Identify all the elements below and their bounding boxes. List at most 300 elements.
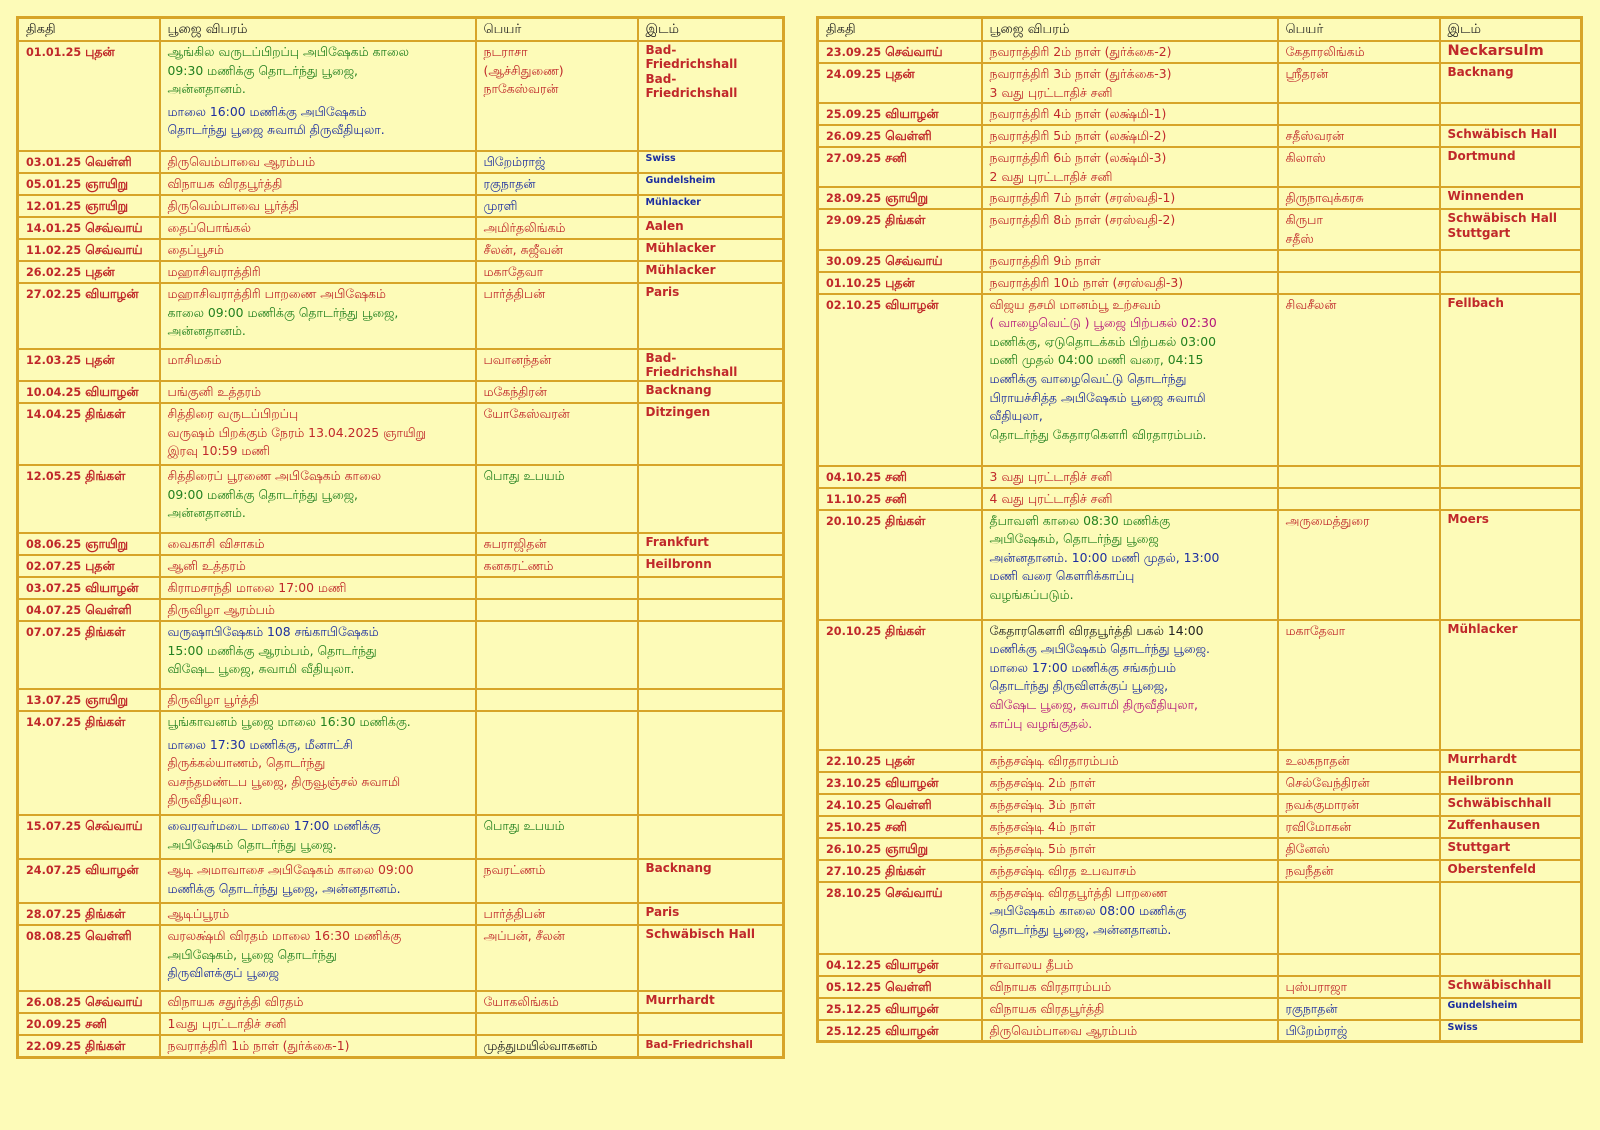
place-cell bbox=[1440, 147, 1582, 187]
place-cell bbox=[638, 217, 784, 239]
sponsor-name: சதீஸ் bbox=[1285, 231, 1314, 247]
pooja-cell bbox=[160, 689, 476, 711]
pooja-line: மாலை 17:00 மணிக்கு சங்கற்பம் bbox=[989, 659, 1177, 675]
pooja-line: தைப்பூசம் bbox=[167, 242, 224, 257]
pooja-cell bbox=[160, 349, 476, 381]
place-cell bbox=[1440, 860, 1582, 882]
pooja-line: வைகாசி விசாகம் bbox=[167, 536, 265, 551]
pooja-line: வழங்கப்படும். bbox=[989, 587, 1074, 603]
weekday: வியாழன் bbox=[85, 384, 139, 399]
place-name: Schwäbisch Hall bbox=[1447, 127, 1558, 142]
sponsor-name: உலகநாதன் bbox=[1285, 752, 1350, 768]
date-value: 28.09.25 bbox=[826, 192, 882, 206]
date-value: 23.10.25 bbox=[826, 776, 882, 790]
date-cell bbox=[18, 173, 160, 195]
table-row bbox=[818, 772, 1582, 794]
pooja-line: பங்குனி உத்தரம் bbox=[167, 384, 262, 399]
place-cell bbox=[1440, 294, 1582, 466]
place-cell bbox=[638, 1035, 784, 1057]
place-cell bbox=[1440, 187, 1582, 209]
date-cell bbox=[818, 838, 982, 860]
weekday: வெள்ளி bbox=[885, 796, 932, 812]
place-name: Paris bbox=[645, 905, 680, 919]
place-name: Neckarsulm bbox=[1447, 43, 1544, 59]
pooja-line: மணிக்கு, ஏடுதொடக்கம் பிற்பகல் 03:00 bbox=[989, 333, 1216, 349]
place-name: Friedrichshall bbox=[645, 57, 738, 72]
sponsor-cell bbox=[476, 555, 638, 577]
date-value: 02.07.25 bbox=[26, 560, 82, 573]
place-name: Gundelsheim bbox=[1447, 999, 1518, 1011]
pooja-cell bbox=[982, 209, 1278, 249]
pooja-line: திருக்கல்யாணம், தொடர்ந்து bbox=[167, 755, 326, 771]
pooja-cell bbox=[160, 599, 476, 621]
date-value: 14.04.25 bbox=[26, 408, 82, 421]
sponsor-name: பொது உபயம் bbox=[483, 818, 565, 833]
sponsor-name: திருநாவுக்கரசு bbox=[1285, 190, 1364, 206]
sponsor-cell bbox=[1278, 250, 1440, 272]
place-name: Schwäbisch Hall bbox=[1447, 211, 1558, 226]
sponsor-name: நவரட்ணம் bbox=[483, 862, 546, 877]
pooja-line: வசந்தமண்டப பூஜை, திருவூஞ்சல் சுவாமி bbox=[167, 773, 401, 789]
place-cell bbox=[1440, 1020, 1582, 1042]
pooja-line: திருவெம்பாவை பூர்த்தி bbox=[167, 198, 299, 213]
date-cell bbox=[18, 577, 160, 599]
pooja-line: கேதாரகௌரி விரதபூர்த்தி பகல் 14:00 bbox=[989, 622, 1204, 638]
date-cell bbox=[818, 63, 982, 103]
date-cell bbox=[18, 599, 160, 621]
date-value: 28.10.25 bbox=[826, 886, 882, 900]
place-name: Bad- bbox=[645, 43, 677, 57]
pooja-line: மணி வரை கௌரிக்காப்பு bbox=[989, 568, 1135, 584]
place-name: Dortmund bbox=[1447, 149, 1516, 164]
pooja-line: மாலை 16:00 மணிக்கு அபிஷேகம் bbox=[167, 103, 367, 119]
table-row bbox=[18, 577, 784, 599]
pooja-line: மணி முதல் 04:00 மணி வரை, 04:15 bbox=[989, 352, 1204, 368]
pooja-line: 3 வது புரட்டாதிச் சனி bbox=[989, 468, 1113, 484]
place-cell bbox=[1440, 103, 1582, 125]
date-cell bbox=[818, 954, 982, 976]
place-cell bbox=[638, 173, 784, 195]
table-row bbox=[818, 147, 1582, 187]
pooja-line: தொடர்ந்து திருவிளக்குப் பூஜை, bbox=[989, 678, 1169, 694]
table-row bbox=[18, 925, 784, 991]
weekday: வெள்ளி bbox=[885, 978, 932, 994]
date-cell bbox=[18, 991, 160, 1013]
pooja-cell bbox=[160, 903, 476, 925]
sponsor-cell bbox=[476, 41, 638, 151]
table-row bbox=[818, 63, 1582, 103]
weekday: செவ்வாய் bbox=[885, 44, 943, 59]
date-value: 07.07.25 bbox=[26, 626, 82, 639]
table-row bbox=[18, 261, 784, 283]
table-row bbox=[18, 151, 784, 173]
place-name: Heilbronn bbox=[1447, 773, 1514, 788]
pooja-cell bbox=[160, 283, 476, 349]
sponsor-name: மகாதேவா bbox=[1285, 622, 1346, 638]
pooja-line: அபிஷேகம் காலை 08:00 மணிக்கு bbox=[989, 903, 1187, 919]
sponsor-cell bbox=[1278, 954, 1440, 976]
pooja-line: வருஷாபிஷேகம் 108 சங்காபிஷேகம் bbox=[167, 624, 379, 639]
date-value: 20.10.25 bbox=[826, 514, 882, 528]
weekday: ஞாயிறு bbox=[85, 198, 129, 213]
place-cell bbox=[638, 283, 784, 349]
pooja-line: மாசிமகம் bbox=[167, 352, 222, 367]
sponsor-name: தினேஸ் bbox=[1285, 840, 1330, 856]
table-row bbox=[818, 860, 1582, 882]
pooja-line: விநாயக விரதாரம்பம் bbox=[989, 978, 1112, 994]
table-row bbox=[818, 998, 1582, 1020]
sponsor-cell bbox=[476, 991, 638, 1013]
table-row bbox=[818, 125, 1582, 147]
table-row bbox=[18, 41, 784, 151]
sponsor-cell bbox=[476, 1035, 638, 1057]
date-value: 11.02.25 bbox=[26, 244, 82, 257]
table-row bbox=[818, 750, 1582, 772]
pooja-cell bbox=[160, 991, 476, 1013]
pooja-line: 3 வது புரட்டாதிச் சனி bbox=[989, 84, 1113, 100]
sponsor-cell bbox=[476, 621, 638, 689]
header-name: பெயர் bbox=[476, 18, 638, 42]
weekday: செவ்வாய் bbox=[85, 818, 143, 833]
table-row bbox=[818, 976, 1582, 998]
place-cell bbox=[638, 533, 784, 555]
weekday: திங்கள் bbox=[85, 714, 126, 729]
pooja-line: தொடர்ந்து பூஜை, அன்னதானம். bbox=[989, 921, 1172, 937]
date-cell bbox=[818, 488, 982, 510]
date-cell bbox=[818, 147, 982, 187]
pooja-line: திருவிழா ஆரம்பம் bbox=[167, 602, 275, 617]
date-value: 22.10.25 bbox=[826, 754, 882, 768]
sponsor-cell bbox=[476, 283, 638, 349]
sponsor-cell bbox=[476, 689, 638, 711]
table-row bbox=[18, 283, 784, 349]
table-row bbox=[18, 689, 784, 711]
sponsor-cell bbox=[1278, 147, 1440, 187]
weekday: புதன் bbox=[85, 558, 115, 573]
sponsor-cell bbox=[1278, 187, 1440, 209]
pooja-line: திருவெம்பாவை ஆரம்பம் bbox=[989, 1022, 1138, 1038]
table-row bbox=[818, 488, 1582, 510]
sponsor-name: கிருபா bbox=[1285, 212, 1323, 228]
weekday: திங்கள் bbox=[885, 862, 926, 878]
pooja-line: திருவிழா பூர்த்தி bbox=[167, 692, 259, 707]
place-cell bbox=[1440, 272, 1582, 294]
pooja-line: மணிக்கு அபிஷேகம் தொடர்ந்து பூஜை. bbox=[989, 641, 1210, 657]
schedule-table-left bbox=[16, 16, 785, 1059]
place-cell bbox=[638, 689, 784, 711]
table-row bbox=[818, 187, 1582, 209]
pooja-line: அன்னதானம். bbox=[167, 81, 246, 97]
pooja-cell bbox=[982, 976, 1278, 998]
sponsor-name: பார்த்திபன் bbox=[483, 906, 546, 921]
pooja-line: ஆடிப்பூரம் bbox=[167, 906, 230, 921]
pooja-cell bbox=[982, 125, 1278, 147]
date-value: 04.07.25 bbox=[26, 604, 82, 617]
pooja-line: 2 வது புரட்டாதிச் சனி bbox=[989, 168, 1113, 184]
date-value: 27.09.25 bbox=[826, 152, 882, 166]
weekday: திங்கள் bbox=[85, 906, 126, 921]
table-row bbox=[18, 859, 784, 903]
weekday: திங்கள் bbox=[85, 406, 126, 421]
table-row bbox=[18, 349, 784, 381]
sponsor-cell bbox=[1278, 860, 1440, 882]
place-cell bbox=[638, 239, 784, 261]
table-row bbox=[818, 294, 1582, 466]
place-name: Mühlacker bbox=[645, 263, 716, 277]
place-name: Friedrichshall bbox=[645, 365, 738, 380]
pooja-line: மணிக்கு வாழைவெட்டு தொடர்ந்து bbox=[989, 371, 1187, 387]
sponsor-cell bbox=[1278, 488, 1440, 510]
pooja-line: சித்திரை வருடப்பிறப்பு bbox=[167, 406, 299, 421]
date-value: 27.10.25 bbox=[826, 864, 882, 878]
date-cell bbox=[18, 349, 160, 381]
sponsor-name: சீலன், சுஜீவன் bbox=[483, 242, 563, 257]
date-cell bbox=[818, 272, 982, 294]
pooja-line: ஆனி உத்தரம் bbox=[167, 558, 246, 573]
table-row bbox=[818, 272, 1582, 294]
sponsor-name: சதீஸ்வரன் bbox=[1285, 128, 1345, 144]
pooja-line: கந்தசஷ்டி 4ம் நாள் bbox=[989, 818, 1096, 834]
weekday: சனி bbox=[85, 1016, 107, 1031]
place-name: Schwäbischhall bbox=[1447, 977, 1552, 992]
place-name: Backnang bbox=[645, 383, 712, 397]
pooja-line: பிராயச்சித்த அபிஷேகம் பூஜை சுவாமி bbox=[989, 389, 1206, 405]
pooja-cell bbox=[982, 466, 1278, 488]
date-cell bbox=[18, 465, 160, 533]
pooja-cell bbox=[982, 250, 1278, 272]
sponsor-cell bbox=[476, 151, 638, 173]
table-row bbox=[18, 991, 784, 1013]
sponsor-name: அருமைத்துரை bbox=[1285, 512, 1370, 528]
place-name: Bad-Friedrichshall bbox=[645, 1039, 753, 1051]
table-row bbox=[18, 173, 784, 195]
sponsor-cell bbox=[1278, 794, 1440, 816]
date-value: 25.10.25 bbox=[826, 820, 882, 834]
pooja-cell bbox=[160, 711, 476, 815]
place-name: Murrhardt bbox=[645, 993, 715, 1007]
header-place: இடம் bbox=[638, 18, 784, 42]
pooja-line: விஷேட பூஜை, சுவாமி வீதியுலா. bbox=[167, 661, 355, 677]
sponsor-name: பிறேம்ராஜ் bbox=[1285, 1022, 1348, 1038]
place-cell bbox=[1440, 976, 1582, 998]
pooja-line: திருவிளக்குப் பூஜை bbox=[167, 965, 279, 981]
place-name: Backnang bbox=[645, 861, 712, 875]
pooja-cell bbox=[982, 882, 1278, 954]
sponsor-name: கனகரட்ணம் bbox=[483, 558, 554, 573]
date-cell bbox=[18, 41, 160, 151]
pooja-line: அபிஷேகம், தொடர்ந்து பூஜை bbox=[989, 531, 1159, 547]
sponsor-cell bbox=[1278, 125, 1440, 147]
pooja-line: மாலை 17:30 மணிக்கு, மீனாட்சி bbox=[167, 736, 353, 752]
sponsor-name: நாகேஸ்வரன் bbox=[483, 81, 559, 97]
date-cell bbox=[18, 1035, 160, 1057]
pooja-line: 15:00 மணிக்கு ஆரம்பம், தொடர்ந்து bbox=[167, 642, 377, 658]
pooja-line: கிராமசாந்தி மாலை 17:00 மணி bbox=[167, 580, 347, 595]
sponsor-cell bbox=[1278, 510, 1440, 620]
pooja-line: மஹாசிவராத்திரி bbox=[167, 264, 261, 279]
pooja-line: சர்வாலய தீபம் bbox=[989, 956, 1074, 972]
weekday: செவ்வாய் bbox=[885, 884, 943, 900]
pooja-line: விநாயக சதுர்த்தி விரதம் bbox=[167, 994, 304, 1009]
pooja-line: நவராத்திரி 5ம் நாள் (லக்ஷ்மி-2) bbox=[989, 128, 1167, 144]
pooja-line: காப்பு வழங்குதல். bbox=[989, 715, 1093, 731]
pooja-line: நவராத்திரி 1ம் நாள் (துர்க்கை-1) bbox=[167, 1038, 350, 1053]
place-name: Fellbach bbox=[1447, 295, 1504, 310]
place-cell bbox=[1440, 750, 1582, 772]
table-row bbox=[18, 403, 784, 465]
pooja-cell bbox=[982, 794, 1278, 816]
weekday: வியாழன் bbox=[885, 1000, 939, 1016]
date-value: 14.01.25 bbox=[26, 222, 82, 235]
weekday: திங்கள் bbox=[885, 512, 926, 528]
place-name: Schwäbischhall bbox=[1447, 795, 1552, 810]
weekday: செவ்வாய் bbox=[85, 220, 143, 235]
place-cell bbox=[638, 261, 784, 283]
place-cell bbox=[638, 41, 784, 151]
pooja-cell bbox=[982, 510, 1278, 620]
sponsor-cell bbox=[476, 533, 638, 555]
pooja-cell bbox=[982, 1020, 1278, 1042]
date-cell bbox=[818, 772, 982, 794]
date-value: 14.07.25 bbox=[26, 716, 82, 729]
place-cell bbox=[638, 195, 784, 217]
place-cell bbox=[638, 577, 784, 599]
place-cell bbox=[638, 711, 784, 815]
table-row bbox=[18, 711, 784, 815]
place-cell bbox=[638, 991, 784, 1013]
pooja-line: அன்னதானம். bbox=[167, 505, 246, 521]
pooja-cell bbox=[982, 41, 1278, 63]
weekday: புதன் bbox=[885, 66, 915, 81]
weekday: சனி bbox=[885, 150, 907, 166]
date-value: 02.10.25 bbox=[826, 298, 882, 312]
place-name: Swiss bbox=[1447, 1021, 1478, 1033]
date-cell bbox=[18, 815, 160, 859]
date-value: 26.09.25 bbox=[826, 130, 882, 144]
date-value: 03.07.25 bbox=[26, 582, 82, 595]
sponsor-name: ரகுநாதன் bbox=[1285, 1000, 1338, 1016]
pooja-line: தொடர்ந்து கேதாரகௌரி விரதாரம்பம். bbox=[989, 426, 1207, 442]
table-row bbox=[818, 209, 1582, 249]
date-cell bbox=[818, 1020, 982, 1042]
pooja-line: நவராத்திரி 7ம் நாள் (சரஸ்வதி-1) bbox=[989, 190, 1176, 206]
sponsor-name: யோகலிங்கம் bbox=[483, 994, 559, 1009]
place-cell bbox=[638, 903, 784, 925]
sponsor-cell bbox=[476, 711, 638, 815]
sponsor-cell bbox=[1278, 41, 1440, 63]
pooja-line: அன்னதானம். bbox=[167, 323, 246, 339]
date-cell bbox=[18, 1013, 160, 1035]
pooja-line: நவராத்திரி 3ம் நாள் (துர்க்கை-3) bbox=[989, 66, 1172, 81]
pooja-cell bbox=[160, 261, 476, 283]
pooja-line: திருவெம்பாவை ஆரம்பம் bbox=[167, 154, 316, 169]
table-row bbox=[18, 465, 784, 533]
pooja-cell bbox=[982, 954, 1278, 976]
date-value: 05.01.25 bbox=[26, 178, 82, 191]
sponsor-cell bbox=[476, 1013, 638, 1035]
place-name: Moers bbox=[1447, 511, 1489, 526]
place-name: Heilbronn bbox=[645, 557, 712, 571]
pooja-line: நவராத்திரி 2ம் நாள் (துர்க்கை-2) bbox=[989, 44, 1172, 59]
weekday: ஞாயிறு bbox=[85, 176, 129, 191]
place-cell bbox=[1440, 209, 1582, 249]
place-cell bbox=[1440, 250, 1582, 272]
table-row bbox=[818, 250, 1582, 272]
place-cell bbox=[638, 403, 784, 465]
place-cell bbox=[1440, 772, 1582, 794]
date-value: 20.10.25 bbox=[826, 624, 882, 638]
date-cell bbox=[818, 466, 982, 488]
weekday: திங்கள் bbox=[885, 212, 926, 228]
pooja-cell bbox=[160, 925, 476, 991]
place-name: Bad- bbox=[645, 351, 677, 365]
sponsor-cell bbox=[476, 903, 638, 925]
sponsor-name: ரவிமோகன் bbox=[1285, 818, 1352, 834]
weekday: வியாழன் bbox=[885, 106, 939, 122]
place-cell bbox=[1440, 41, 1582, 63]
table-row bbox=[18, 903, 784, 925]
sponsor-cell bbox=[1278, 209, 1440, 249]
date-cell bbox=[818, 998, 982, 1020]
pooja-line: கந்தசஷ்டி விரதாரம்பம் bbox=[989, 752, 1119, 768]
pooja-line: காலை 09:00 மணிக்கு தொடர்ந்து பூஜை, bbox=[167, 304, 399, 320]
pooja-cell bbox=[982, 816, 1278, 838]
pooja-cell bbox=[160, 859, 476, 903]
weekday: வியாழன் bbox=[885, 1022, 939, 1038]
table-row bbox=[18, 1035, 784, 1057]
table-row bbox=[818, 510, 1582, 620]
pooja-line: வரலக்ஷ்மி விரதம் மாலை 16:30 மணிக்கு bbox=[167, 928, 402, 943]
place-name: Mühlacker bbox=[645, 197, 701, 208]
pooja-cell bbox=[982, 294, 1278, 466]
date-value: 26.02.25 bbox=[26, 266, 82, 279]
pooja-cell bbox=[982, 187, 1278, 209]
pooja-cell bbox=[982, 620, 1278, 750]
sponsor-name: சிவசீலன் bbox=[1285, 296, 1337, 312]
place-cell bbox=[638, 465, 784, 533]
pooja-cell bbox=[982, 272, 1278, 294]
date-value: 25.12.25 bbox=[826, 1024, 882, 1038]
sponsor-cell bbox=[476, 465, 638, 533]
date-cell bbox=[818, 794, 982, 816]
pooja-line: இரவு 10:59 மணி bbox=[167, 443, 270, 459]
schedule-body-left bbox=[18, 41, 784, 1057]
pooja-line: விஜய தசமி மானம்பூ உற்சவம் bbox=[989, 296, 1161, 312]
sponsor-cell bbox=[1278, 816, 1440, 838]
date-cell bbox=[18, 217, 160, 239]
pooja-line: 09:00 மணிக்கு தொடர்ந்து பூஜை, bbox=[167, 486, 358, 502]
place-name: Murrhardt bbox=[1447, 751, 1517, 766]
date-value: 28.07.25 bbox=[26, 908, 82, 921]
place-name: Zuffenhausen bbox=[1447, 817, 1541, 832]
pooja-cell bbox=[160, 465, 476, 533]
table-row bbox=[18, 621, 784, 689]
table-row bbox=[818, 954, 1582, 976]
date-cell bbox=[818, 209, 982, 249]
place-name: Stuttgart bbox=[1447, 225, 1511, 240]
date-value: 24.09.25 bbox=[826, 68, 882, 81]
place-name: Paris bbox=[645, 285, 680, 299]
table-row bbox=[18, 217, 784, 239]
table-row bbox=[818, 1020, 1582, 1042]
table-header-row bbox=[18, 18, 784, 42]
sponsor-name: சுபராஜிதன் bbox=[483, 536, 547, 551]
date-value: 12.01.25 bbox=[26, 200, 82, 213]
sponsor-cell bbox=[1278, 772, 1440, 794]
pooja-line: மஹாசிவராத்திரி பாறணை அபிஷேகம் bbox=[167, 286, 386, 301]
pooja-cell bbox=[160, 1013, 476, 1035]
sponsor-cell bbox=[1278, 272, 1440, 294]
